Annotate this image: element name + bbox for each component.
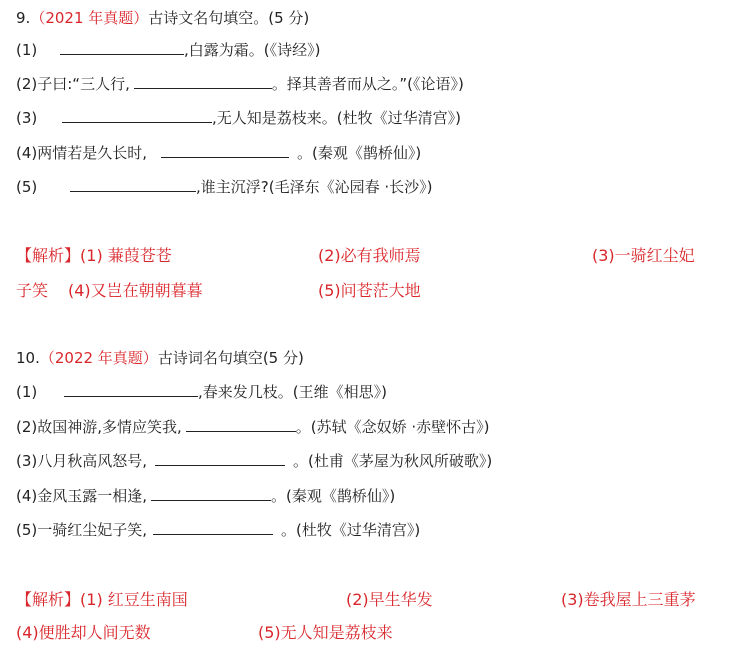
q10-item-1-blank [64, 382, 198, 397]
q10-item-3-suffix: 。(杜甫《茅屋为秋风所破歌》) [293, 452, 493, 470]
q10-answer-4: (4)便胜却人间无数 [16, 623, 151, 642]
q9-answer-5: (5)问苍茫大地 [318, 281, 421, 300]
q10-item-2-blank [186, 417, 296, 432]
q10-answer-1 [16, 590, 188, 610]
q9-answer-3: (3)一骑红尘妃 [592, 246, 695, 265]
q10-item-2-suffix: 。(苏轼《念奴娇 ·赤壁怀古》) [295, 418, 490, 436]
q9-item-3 [16, 108, 461, 128]
q10-item-3-prefix: (3)八月秋高风怒号, [16, 452, 148, 470]
q9-item-1 [16, 40, 321, 60]
q9-item-1-blank [60, 40, 184, 55]
q10-title: 古诗词名句填空(5 分) [157, 349, 304, 367]
q9-answer-1 [16, 246, 172, 266]
q9-item-4-prefix: (4)两情若是久长时, [16, 144, 148, 162]
q9-answer-4: (4)又岂在朝朝暮暮 [68, 281, 203, 300]
q9-item-2-prefix: (2)子曰:“三人行, [16, 75, 130, 93]
q9-item-2-suffix: 。择其善者而从之。”(《论语》) [271, 75, 464, 93]
q10-item-2 [16, 417, 490, 437]
q10-item-5-suffix: 。(杜牧《过华清宫》) [281, 521, 421, 539]
q9-number: 9. [16, 9, 31, 27]
q10-item-4-prefix: (4)金风玉露一相逢, [16, 487, 148, 505]
q9-item-2-blank [134, 74, 272, 89]
q10-item-5-blank [153, 520, 273, 535]
q10-heading [16, 348, 304, 368]
q10-item-2-prefix: (2)故国神游,多情应笑我, [16, 418, 182, 436]
q9-item-4-suffix: 。(秦观《鹊桥仙》) [297, 144, 422, 162]
q9-item-5-prefix: (5) [16, 178, 38, 196]
q10-answer-3: (3)卷我屋上三重茅 [561, 590, 696, 609]
q9-heading [16, 8, 309, 28]
q10-item-1 [16, 382, 387, 402]
q10-item-4-suffix: 。(秦观《鹊桥仙》) [271, 487, 396, 505]
q9-answer-label: 【解析】 [16, 246, 81, 265]
q9-item-5-suffix: ,谁主沉浮?(毛泽东《沁园春 ·长沙》) [196, 178, 433, 196]
q10-item-3-blank [155, 451, 285, 466]
q9-item-5 [16, 177, 433, 197]
q9-answer-2: (2)必有我师焉 [318, 246, 421, 265]
q10-item-1-suffix: ,春来发几枝。(王维《相思》) [198, 383, 388, 401]
q10-item-3 [16, 451, 492, 471]
q9-item-4-blank [161, 143, 289, 158]
q10-item-5 [16, 520, 420, 540]
q10-answer-1-text: (1) 红豆生南国 [80, 590, 188, 609]
q10-answer-5: (5)无人知是荔枝来 [258, 623, 393, 642]
q10-number: 10. [16, 349, 40, 367]
q10-year-tag: （2022 年真题） [39, 349, 158, 367]
q9-answer-1-text: (1) 蒹葭苍苍 [80, 246, 172, 265]
q10-item-4-blank [151, 486, 271, 501]
q9-answer-3-cont: 子笑 [16, 281, 49, 300]
q9-year-tag: （2021 年真题） [30, 9, 149, 27]
q10-answer-label: 【解析】 [16, 590, 81, 609]
q10-item-4 [16, 486, 395, 506]
q9-title: 古诗文名句填空。(5 分) [148, 9, 310, 27]
q10-item-1-prefix: (1) [16, 383, 38, 401]
q10-answer-2: (2)早生华发 [346, 590, 433, 609]
q9-item-2 [16, 74, 464, 94]
q9-item-1-prefix: (1) [16, 41, 38, 59]
q9-item-1-suffix: ,白露为霜。(《诗经》) [184, 41, 321, 59]
q9-item-3-suffix: ,无人知是荔枝来。(杜牧《过华清宫》) [212, 109, 462, 127]
q9-item-3-prefix: (3) [16, 109, 38, 127]
q9-item-5-blank [70, 177, 196, 192]
q10-item-5-prefix: (5)一骑红尘妃子笑, [16, 521, 148, 539]
q9-item-3-blank [62, 108, 212, 123]
q9-item-4 [16, 143, 421, 163]
